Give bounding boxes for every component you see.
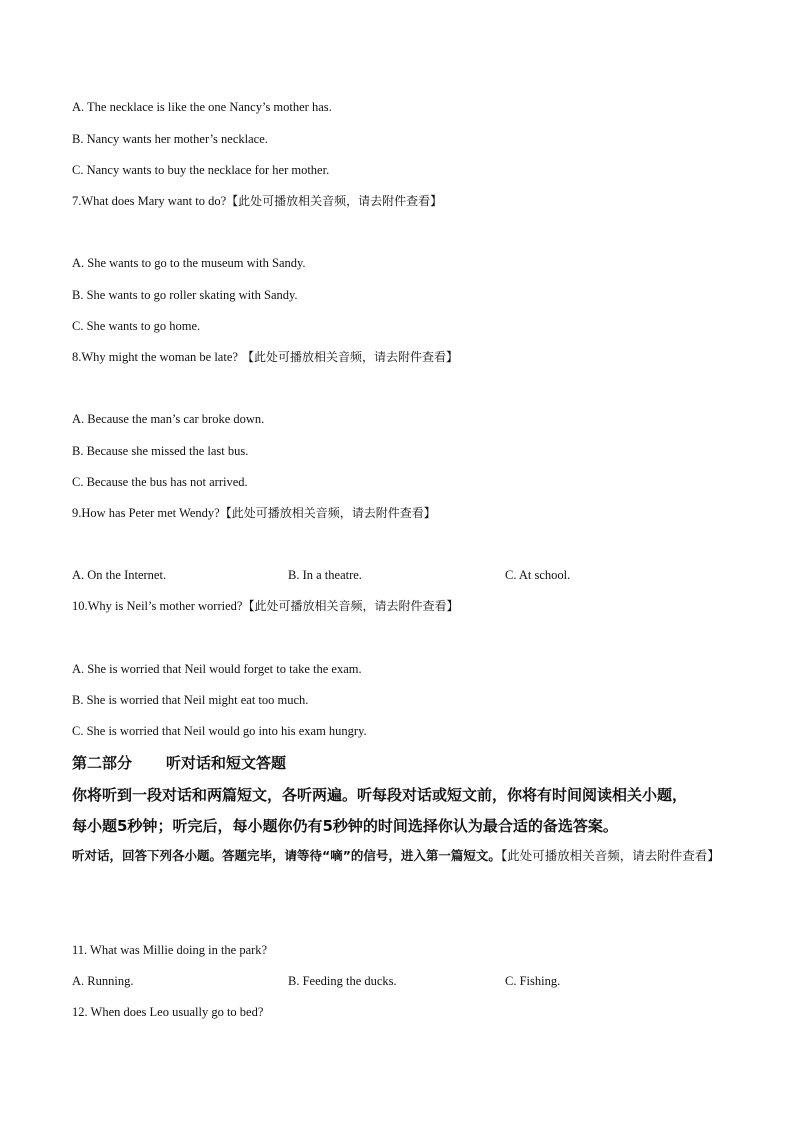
q11-stem: 11. What was Millie doing in the park? (72, 943, 268, 957)
part2-intro-line2: 每小题5秒钟；听完后，每小题你仍有5秒钟的时间选择你认为最合适的备选答案。 (72, 817, 618, 835)
q7-stem-text: 7.What does Mary want to do? (72, 194, 227, 208)
q7-audio-note: 【此处可播放相关音频，请去附件查看】 (226, 194, 443, 208)
q9-option-a: A. On the Internet. (72, 568, 167, 582)
part2-instruction-text: 听对话，回答下列各小题。答题完毕，请等待“嘀”的信号，进入第一篇短文。 (72, 848, 501, 863)
q8-stem-text: 8.Why might the woman be late? (72, 350, 238, 364)
q8-option-c: C. Because the bus has not arrived. (72, 475, 248, 489)
part2-label: 第二部分 (72, 754, 133, 772)
q6-option-b: B. Nancy wants her mother’s necklace. (72, 132, 268, 146)
q10-option-b: B. She is worried that Neil might eat too much. (72, 693, 309, 707)
q8-stem (72, 349, 458, 365)
q9-option-c: C. At school. (505, 568, 571, 582)
q11-option-a: A. Running. (72, 974, 134, 988)
part2-audio-note: 【此处可播放相关音频，请去附件查看】 (500, 848, 720, 863)
q9-stem (72, 505, 436, 521)
q8-option-a: A. Because the man’s car broke down. (72, 412, 265, 426)
q10-option-a: A. She is worried that Neil would forget to take the exam. (72, 662, 362, 676)
q9-stem-text: 9.How has Peter met Wendy? (72, 506, 220, 520)
q12-stem: 12. When does Leo usually go to bed? (72, 1005, 264, 1019)
q7-stem (72, 193, 442, 209)
q8-option-b: B. Because she missed the last bus. (72, 444, 249, 458)
q11-option-b: B. Feeding the ducks. (288, 974, 397, 988)
part2-heading (72, 753, 286, 773)
q9-audio-note: 【此处可播放相关音频，请去附件查看】 (219, 506, 436, 520)
q10-option-c: C. She is worried that Neil would go into his exam hungry. (72, 724, 367, 738)
q6-option-a: A. The necklace is like the one Nancy’s mother has. (72, 100, 332, 114)
q7-option-c: C. She wants to go home. (72, 319, 201, 333)
q10-stem (72, 598, 458, 614)
part2-instruction (72, 841, 722, 871)
q9-option-b: B. In a theatre. (288, 568, 362, 582)
q8-audio-note: 【此处可播放相关音频，请去附件查看】 (241, 350, 458, 364)
q10-audio-note: 【此处可播放相关音频，请去附件查看】 (242, 599, 459, 613)
part2-title: 听对话和短文答题 (166, 754, 287, 772)
q11-option-c: C. Fishing. (505, 974, 561, 988)
part2-intro-line1: 你将听到一段对话和两篇短文，各听两遍。听每段对话或短文前，你将有时间阅读相关小题， (72, 786, 688, 804)
q7-option-b: B. She wants to go roller skating with Sandy. (72, 288, 298, 302)
q6-option-c: C. Nancy wants to buy the necklace for her mother. (72, 163, 330, 177)
q10-stem-text: 10.Why is Neil’s mother worried? (72, 599, 243, 613)
q7-option-a: A. She wants to go to the museum with Sandy. (72, 256, 306, 270)
